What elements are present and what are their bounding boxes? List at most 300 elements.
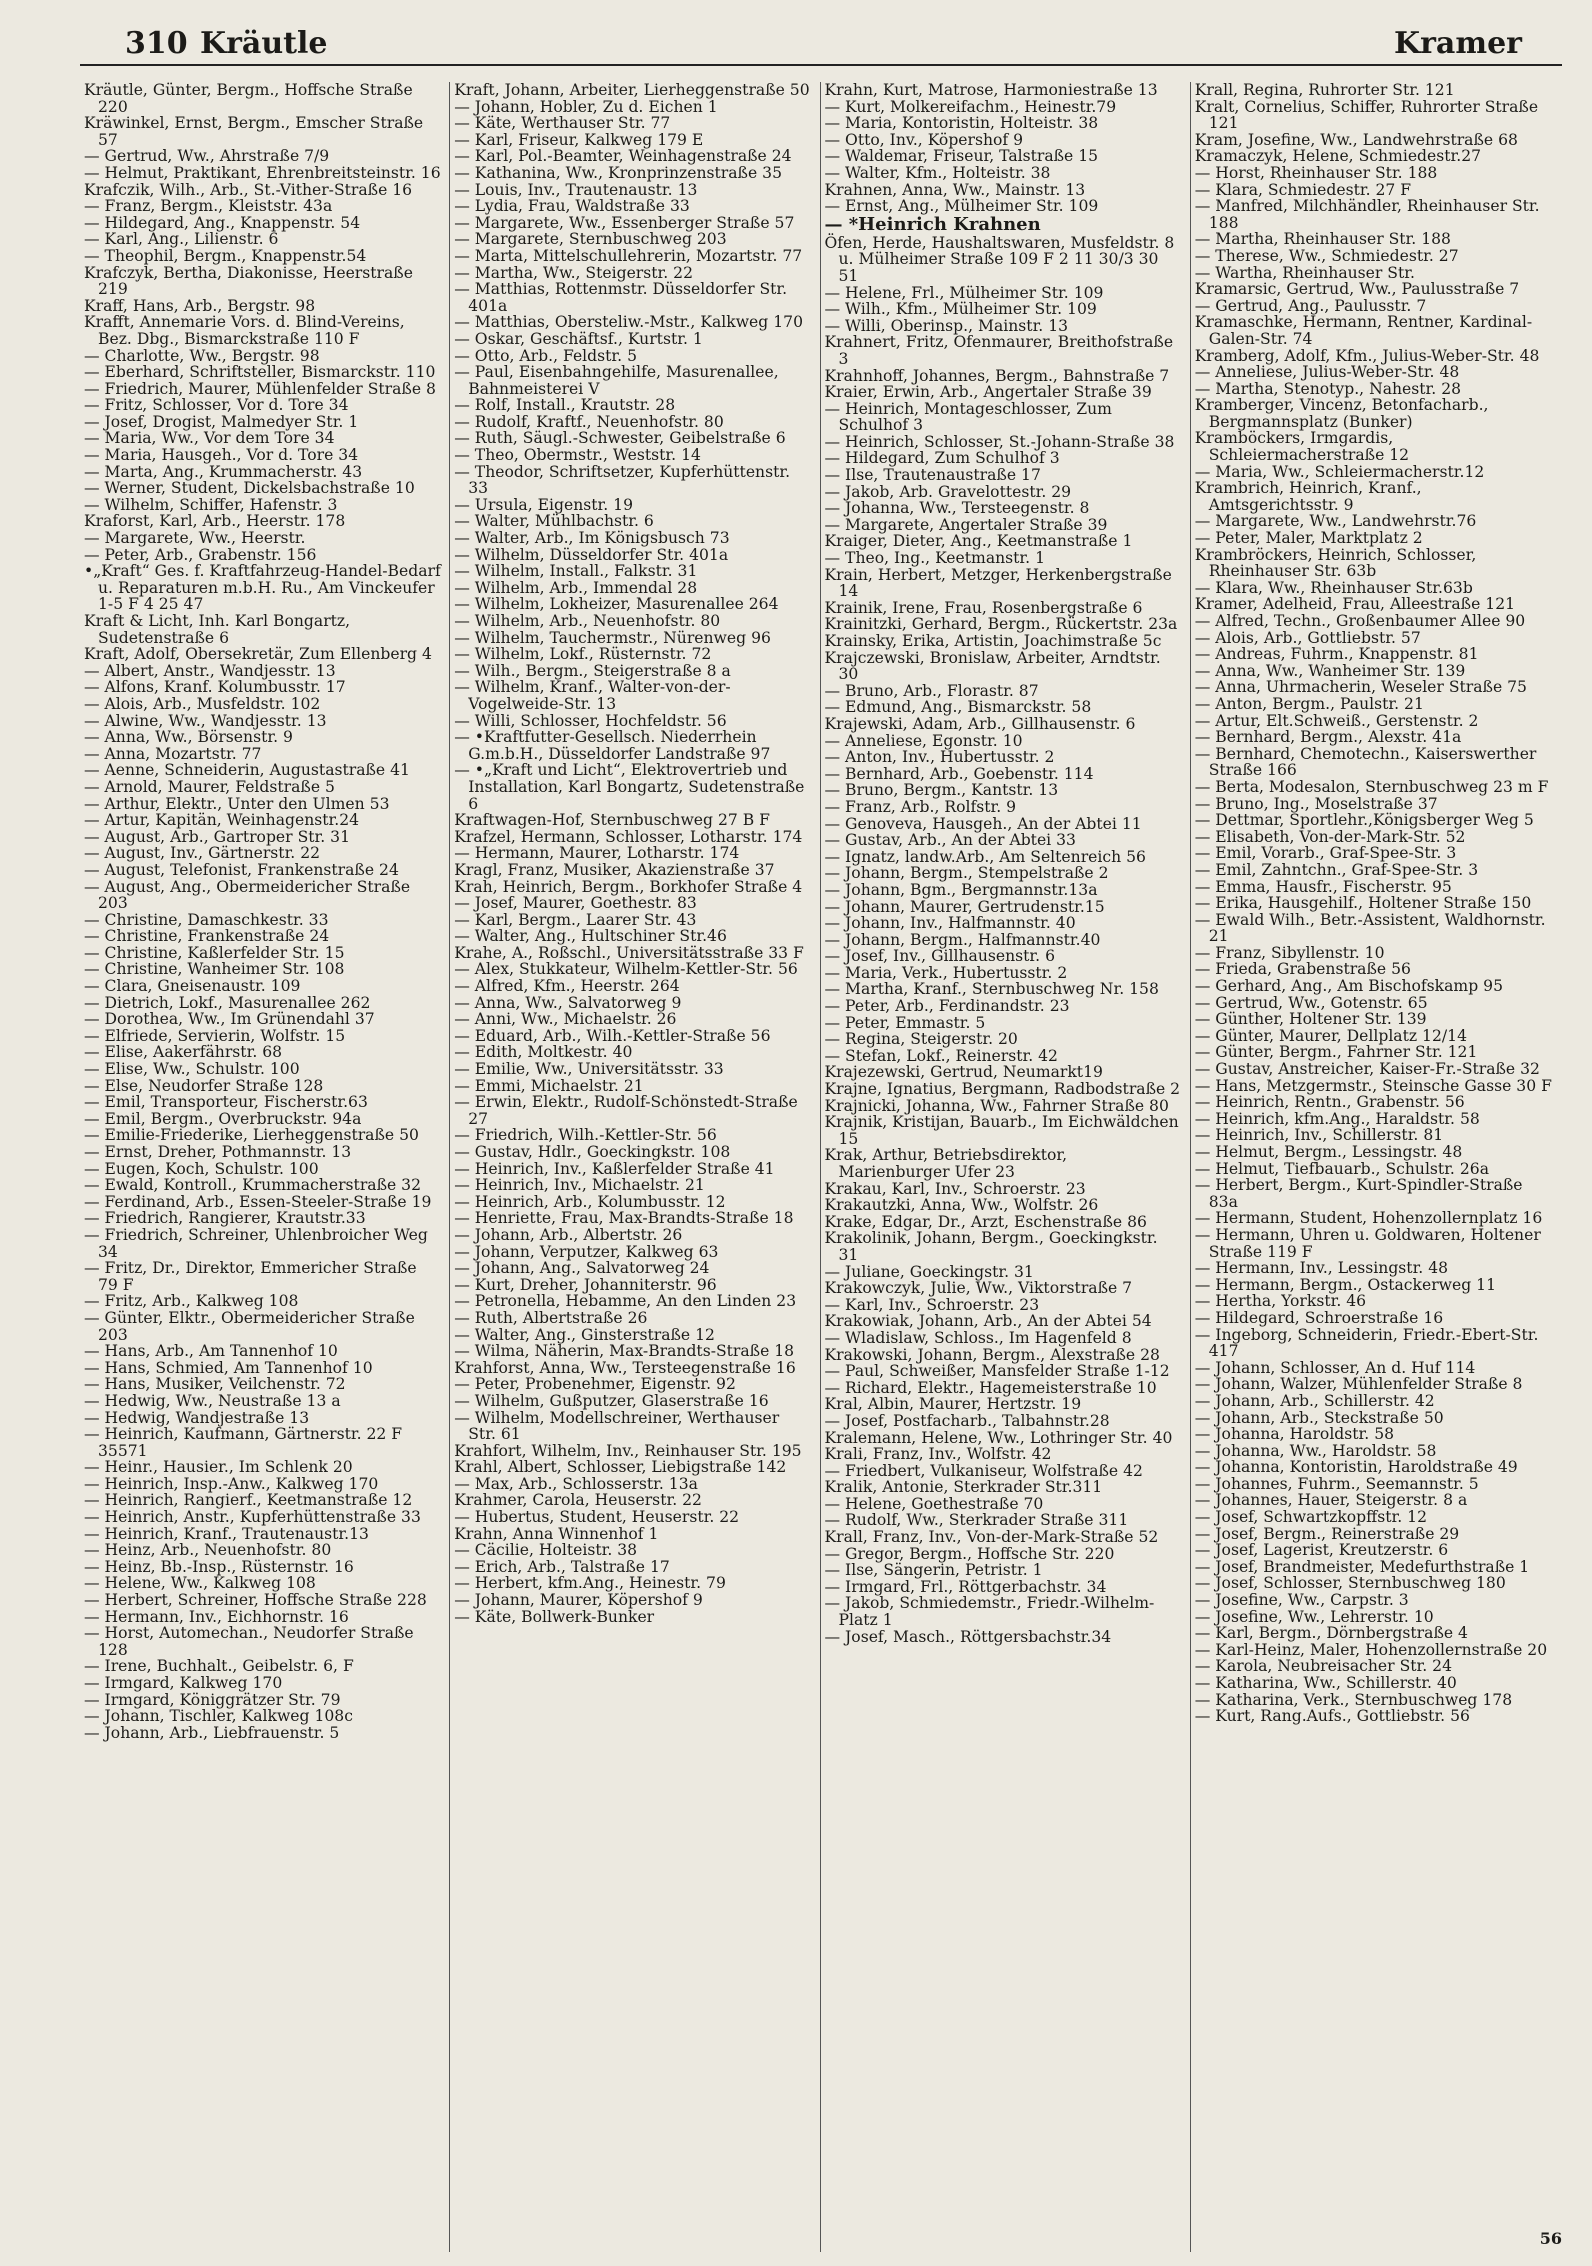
directory-column-1 <box>80 82 450 2252</box>
directory-entry: — Matthias, Obersteliw.-Mstr., Kalkweg 170 <box>454 313 803 332</box>
directory-entry: Krambrich, Heinrich, Kranf., Amtsgerichtsstr. 9 <box>1194 479 1422 514</box>
directory-entry: Kraforst, Karl, Arb., Heerstr. 178 <box>84 512 346 531</box>
directory-entry: — Wilma, Näherin, Max-Brandts-Straße 18 <box>454 1342 795 1361</box>
directory-entry: — Anna, Ww., Börsenstr. 9 <box>84 728 293 747</box>
directory-entry: — Gustav, Arb., An der Abtei 33 <box>824 831 1076 850</box>
directory-entry: — Josef, Bergm., Reinerstraße 29 <box>1194 1524 1460 1543</box>
directory-entry: Kramarsic, Gertrud, Ww., Paulusstraße 7 <box>1194 280 1520 299</box>
directory-entry: — Ernst, Dreher, Pothmannstr. 13 <box>84 1143 352 1161</box>
directory-entry: — Wilhelm, Arb., Immendal 28 <box>454 578 698 597</box>
directory-entry: — Friedrich, Rangierer, Krautstr.33 <box>84 1209 366 1228</box>
directory-entry: — Johann, Bgm., Bergmannstr.13a <box>824 880 1098 899</box>
directory-entry: — Wilhelm, Gußputzer, Glaserstraße 16 <box>454 1391 769 1410</box>
directory-entry: Krajewski, Adam, Arb., Gillhausenstr. 6 <box>824 714 1136 733</box>
directory-entry: — Elfriede, Servierin, Wolfstr. 15 <box>84 1026 346 1045</box>
directory-entry: — Hans, Musiker, Veilchenstr. 72 <box>84 1375 346 1394</box>
directory-entry: — Martha, Stenotyp., Nahestr. 28 <box>1194 379 1462 398</box>
directory-entry: — Heinrich, Kranf., Trautenaustr.13 <box>84 1524 369 1543</box>
directory-entry: — Lydia, Frau, Waldstraße 33 <box>454 197 690 216</box>
directory-entry: — Edmund, Ang., Bismarckstr. 58 <box>824 698 1092 717</box>
directory-entry: — Johann, Hobler, Zu d. Eichen 1 <box>454 97 718 116</box>
directory-entry: — Peter, Arb., Ferdinandstr. 23 <box>824 997 1070 1016</box>
directory-entry: — Emma, Hausfr., Fischerstr. 95 <box>1194 877 1452 896</box>
directory-entry: — Peter, Maler, Marktplatz 2 <box>1194 529 1423 548</box>
directory-entry: Krahn, Kurt, Matrose, Harmoniestraße 13 <box>824 82 1158 99</box>
directory-entry: Krak, Arthur, Betriebsdirektor, Marienburger Ufer 23 <box>824 1146 1068 1181</box>
directory-entry: — Karl, Ang., Lilienstr. 6 <box>84 230 279 249</box>
directory-entry: — Jakob, Arb. Gravelottestr. 29 <box>824 482 1072 501</box>
directory-entry: — Erwin, Elektr., Rudolf-Schönstedt-Straße 27 <box>454 1093 798 1128</box>
directory-entry: Krall, Regina, Ruhrorter Str. 121 <box>1194 82 1455 99</box>
directory-entry: — Arthur, Elektr., Unter den Ulmen 53 <box>84 794 390 813</box>
directory-entry: — Johann, Walzer, Mühlenfelder Straße 8 <box>1194 1375 1523 1394</box>
directory-entry: Kraft, Adolf, Obersekretär, Zum Ellenberg 4 <box>84 645 432 664</box>
directory-entry: Krafft, Annemarie Vors. d. Blind-Vereins, Bez. Dbg., Bismarckstraße 110 F <box>84 313 405 348</box>
directory-entry: — Käte, Werthauser Str. 77 <box>454 114 671 133</box>
directory-entry: — Wartha, Rheinhauser Str. <box>1194 263 1415 282</box>
directory-entry: — Wilhelm, Install., Falkstr. 31 <box>454 562 698 581</box>
directory-entry: — Theodor, Schriftsetzer, Kupferhüttenstr. 33 <box>454 462 791 498</box>
directory-entry: — Maria, Kontoristin, Holteistr. 38 <box>824 114 1099 133</box>
directory-entry: — Karl, Friseur, Kalkweg 179 E <box>454 130 704 149</box>
directory-entry: Krakolinik, Johann, Bergm., Goeckingkstr. 31 <box>824 1229 1158 1264</box>
directory-entry: — Irmgard, Königgrätzer Str. 79 <box>84 1690 341 1709</box>
directory-entry: — Hermann, Inv., Eichhornstr. 16 <box>84 1607 349 1626</box>
directory-entry: — Josef, Drogist, Malmedyer Str. 1 <box>84 412 359 431</box>
directory-entry: — Arnold, Maurer, Feldstraße 5 <box>84 777 335 796</box>
directory-entry: — Hubertus, Student, Heuserstr. 22 <box>454 1508 740 1527</box>
directory-entry: Krainik, Irene, Frau, Rosenbergstraße 6 <box>824 598 1143 617</box>
directory-entry: — Johann, Arb., Steckstraße 50 <box>1194 1408 1444 1427</box>
directory-entry: — Helmut, Bergm., Lessingstr. 48 <box>1194 1143 1463 1161</box>
directory-entry: — Christine, Kaßlerfelder Str. 15 <box>84 943 345 962</box>
directory-entry: Krainitzki, Gerhard, Bergm., Rückertstr. 23a <box>824 615 1178 634</box>
directory-entry: — Heinrich, Rentn., Grabenstr. 56 <box>1194 1093 1465 1112</box>
directory-entry: — Ruth, Albertstraße 26 <box>454 1308 648 1327</box>
directory-entry: Kramaschke, Hermann, Rentner, Kardinal-Galen-Str. 74 <box>1194 313 1533 348</box>
directory-entry: — Theo, Obermstr., Weststr. 14 <box>454 446 701 465</box>
directory-entry: — Herbert, Bergm., Kurt-Spindler-Straße 83a <box>1194 1176 1523 1211</box>
directory-entry: — Wilhelm, Tauchermstr., Nürenweg 96 <box>454 628 771 647</box>
directory-entry: Kramer, Adelheid, Frau, Alleestraße 121 <box>1194 595 1516 614</box>
directory-entry: Kraft & Licht, Inh. Karl Bongartz, Sudetenstraße 6 <box>84 612 351 647</box>
directory-entry: Kraft, Johann, Arbeiter, Lierheggenstraße 50 <box>454 82 810 99</box>
header-keyword-left: Kräutle <box>200 26 328 61</box>
directory-entry: — Anna, Uhrmacherin, Weseler Straße 75 <box>1194 678 1527 697</box>
directory-entry: — Ilse, Sängerin, Petristr. 1 <box>824 1561 1043 1580</box>
directory-entry: — Helene, Ww., Kalkweg 108 <box>84 1574 316 1593</box>
directory-entry: — Franz, Bergm., Kleiststr. 43a <box>84 197 333 216</box>
directory-entry: — Marta, Mittelschullehrerin, Mozartstr. 77 <box>454 246 803 265</box>
directory-entry: Kramböckers, Irmgardis, Schleiermacherstraße 12 <box>1194 429 1410 465</box>
directory-entry: — Maria, Ww., Vor dem Tore 34 <box>84 429 335 448</box>
directory-entry: — Franz, Sibyllenstr. 10 <box>1194 943 1385 962</box>
directory-entry: — Peter, Emmastr. 5 <box>824 1013 986 1032</box>
directory-entry: — Max, Arb., Schlosserstr. 13a <box>454 1474 698 1493</box>
directory-entry: — Oskar, Geschäftsf., Kurtstr. 1 <box>454 329 703 348</box>
directory-entry: — Heinrich, Kaufmann, Gärtnerstr. 22 F 35571 <box>84 1425 403 1460</box>
directory-entry: Krahmer, Carola, Heuserstr. 22 <box>454 1491 702 1510</box>
directory-entry: — Irmgard, Kalkweg 170 <box>84 1674 283 1692</box>
directory-entry: — Heinrich, Anstr., Kupferhüttenstraße 33 <box>84 1508 421 1527</box>
directory-column-2 <box>450 82 820 2252</box>
directory-entry: — Dettmar, Sportlehr.,Königsberger Weg 5 <box>1194 811 1534 830</box>
directory-entry: — Erika, Hausgehilf., Holtener Straße 150 <box>1194 894 1532 913</box>
directory-entry: — Christine, Wanheimer Str. 108 <box>84 960 345 979</box>
directory-entry: — Alex, Stukkateur, Wilhelm-Kettler-Str. 56 <box>454 960 798 979</box>
directory-entry: Krafzel, Hermann, Schlosser, Lotharstr. 174 <box>454 827 803 846</box>
directory-entry: — Hermann, Student, Hohenzollernplatz 16 <box>1194 1209 1543 1228</box>
directory-entry: — Bernhard, Arb., Goebenstr. 114 <box>824 764 1094 783</box>
directory-entry: Kralemann, Helene, Ww., Lothringer Str. 40 <box>824 1428 1173 1447</box>
directory-entry: — Josef, Lagerist, Kreutzerstr. 6 <box>1194 1541 1449 1560</box>
directory-entry: — Wilhelm, Schiffer, Hafenstr. 3 <box>84 495 338 514</box>
directory-entry: — Else, Neudorfer Straße 128 <box>84 1076 324 1095</box>
directory-entry: — Peter, Arb., Grabenstr. 156 <box>84 545 317 564</box>
directory-entry: — Jakob, Schmiedemstr., Friedr.-Wilhelm-Platz 1 <box>824 1594 1155 1630</box>
directory-entry: — Matthias, Rottenmstr. Düsseldorfer Str. 401a <box>454 280 788 315</box>
directory-entry: — Martha, Kranf., Sternbuschweg Nr. 158 <box>824 980 1159 999</box>
directory-entry: — Bernhard, Chemotechn., Kaiserswerther Straße 166 <box>1194 744 1537 780</box>
directory-entry: — Bruno, Ing., Moselstraße 37 <box>1194 794 1438 813</box>
directory-entry: — Josef, Brandmeister, Medefurthstraße 1 <box>1194 1557 1530 1576</box>
directory-entry: — Johann, Arb., Albertstr. 26 <box>454 1225 683 1244</box>
directory-entry: — Bruno, Bergm., Kantstr. 13 <box>824 781 1059 800</box>
directory-entry: — Eberhard, Schriftsteller, Bismarckstr. 110 <box>84 363 436 382</box>
directory-entry: — Rolf, Install., Krautstr. 28 <box>454 396 676 415</box>
directory-entry: — Heinz, Arb., Neuenhofstr. 80 <box>84 1541 332 1560</box>
directory-entry: — Alwine, Ww., Wandjesstr. 13 <box>84 711 327 730</box>
directory-entry: — August, Arb., Gartroper Str. 31 <box>84 827 351 846</box>
directory-entry: — Ferdinand, Arb., Essen-Steeler-Straße 19 <box>84 1192 432 1211</box>
directory-entry: Kräutle, Günter, Bergm., Hoffsche Straße 220 <box>84 82 413 116</box>
directory-entry: — Berta, Modesalon, Sternbuschweg 23 m F <box>1194 777 1549 796</box>
directory-entry: — Helmut, Tiefbauarb., Schulstr. 26a <box>1194 1159 1489 1178</box>
directory-entry: — Ruth, Säugl.-Schwester, Geibelstraße 6 <box>454 429 786 448</box>
directory-entry: — Wilhelm, Modellschreiner, Werthauser Str. 61 <box>454 1408 780 1444</box>
directory-entry: — Stefan, Lokf., Reinerstr. 42 <box>824 1046 1058 1065</box>
directory-entry: — Heinrich, Inv., Kaßlerfelder Straße 41 <box>454 1159 775 1178</box>
directory-entry: — Friedrich, Maurer, Mühlenfelder Straße 8 <box>84 379 436 398</box>
directory-entry: — Herbert, Schreiner, Hoffsche Straße 228 <box>84 1591 427 1610</box>
directory-entry: — Ingeborg, Schneiderin, Friedr.-Ebert-Str. 417 <box>1194 1325 1539 1361</box>
directory-entry: — Otto, Arb., Feldstr. 5 <box>454 346 637 365</box>
directory-entry: — Rudolf, Ww., Sterkrader Straße 311 <box>824 1511 1129 1530</box>
directory-entry: Kraiger, Dieter, Ang., Keetmanstraße 1 <box>824 532 1133 551</box>
directory-entry: — Johann, Maurer, Köpershof 9 <box>454 1591 703 1610</box>
directory-entry: Krakowczyk, Julie, Ww., Viktorstraße 7 <box>824 1279 1133 1298</box>
directory-entry: — Gregor, Bergm., Hoffsche Str. 220 <box>824 1544 1115 1563</box>
directory-entry: — Alfred, Techn., Großenbaumer Allee 90 <box>1194 612 1526 630</box>
directory-entry: — Emil, Vorarb., Graf-Spee-Str. 3 <box>1194 844 1457 863</box>
directory-entry: — Willi, Oberinsp., Mainstr. 13 <box>824 316 1069 335</box>
directory-entry: — Johann, Tischler, Kalkweg 108c <box>84 1707 353 1726</box>
directory-entry: — Bruno, Arb., Florastr. 87 <box>824 681 1039 700</box>
directory-entry: — Gertrud, Ww., Gotenstr. 65 <box>1194 993 1428 1012</box>
directory-entry: — Fritz, Arb., Kalkweg 108 <box>84 1292 299 1311</box>
directory-entry: — August, Ang., Obermeidericher Straße 203 <box>84 877 411 913</box>
directory-entry: — Dietrich, Lokf., Masurenallee 262 <box>84 993 371 1012</box>
directory-entry: — Frieda, Grabenstraße 56 <box>1194 960 1411 979</box>
directory-entry: — Johann, Arb., Schillerstr. 42 <box>1194 1391 1435 1410</box>
page-corner-mark: 56 <box>1539 2229 1562 2248</box>
directory-entry: Kralik, Antonie, Sterkrader Str.311 <box>824 1478 1103 1497</box>
directory-entry: — Gertrud, Ang., Paulusstr. 7 <box>1194 296 1427 315</box>
directory-entry: — Klara, Ww., Rheinhauser Str.63b <box>1194 578 1473 597</box>
directory-entry: — Aenne, Schneiderin, Augustastraße 41 <box>84 761 410 780</box>
directory-entry: — Martha, Rheinhauser Str. 188 <box>1194 230 1451 249</box>
directory-entry: — Walter, Mühlbachstr. 6 <box>454 512 654 531</box>
directory-entry: — Hildegard, Ang., Knappenstr. 54 <box>84 213 361 232</box>
directory-entry: Öfen, Herde, Haushaltswaren, Musfeldstr. 8 u. Mülheimer Straße 109 F 2 11 30/3 30 51 <box>824 233 1175 285</box>
directory-entry: — Heinrich, Montageschlosser, Zum Schulhof 3 <box>824 399 1112 435</box>
header-keyword-right: Kramer <box>1394 26 1522 61</box>
directory-entry: — Horst, Rheinhauser Str. 188 <box>1194 163 1438 182</box>
directory-entry: — Helmut, Praktikant, Ehrenbreitsteinstr. 16 <box>84 163 441 182</box>
directory-entry: — Andreas, Fuhrm., Knappenstr. 81 <box>1194 645 1479 664</box>
directory-entry: Krain, Herbert, Metzger, Herkenbergstraße 14 <box>824 565 1172 601</box>
directory-entry: — Fritz, Schlosser, Vor d. Tore 34 <box>84 396 349 415</box>
directory-entry: — Heinrich, Insp.-Anw., Kalkweg 170 <box>84 1474 379 1493</box>
directory-entry: — Heinz, Bb.-Insp., Rüsternstr. 16 <box>84 1557 354 1576</box>
directory-entry: — •Kraftfutter-Gesellsch. Niederrhein G.m.b.H., Düsseldorfer Landstraße 97 <box>454 728 771 763</box>
directory-entry: Kramaczyk, Helene, Schmiedestr.27 <box>1194 147 1482 166</box>
directory-entry: — Emil, Zahntchn., Graf-Spee-Str. 3 <box>1194 860 1479 879</box>
directory-entry: — Emil, Transporteur, Fischerstr.63 <box>84 1093 368 1112</box>
directory-entry: — Johann, Ang., Salvatorweg 24 <box>454 1259 710 1278</box>
directory-entry: — Anna, Ww., Salvatorweg 9 <box>454 993 682 1012</box>
directory-entry: — Henriette, Frau, Max-Brandts-Straße 18 <box>454 1209 794 1228</box>
directory-entry: — Günter, Bergm., Fahrner Str. 121 <box>1194 1043 1478 1062</box>
directory-entry: — Maria, Ww., Schleiermacherstr.12 <box>1194 462 1485 481</box>
directory-entry: Kramberg, Adolf, Kfm., Julius-Weber-Str. 48 <box>1194 346 1540 365</box>
running-header <box>80 24 1562 66</box>
directory-entry: — Elise, Aakerfährstr. 68 <box>84 1043 283 1062</box>
directory-entry: — Anna, Ww., Wanheimer Str. 139 <box>1194 661 1466 680</box>
directory-entry: — Waldemar, Friseur, Talstraße 15 <box>824 147 1099 166</box>
directory-entry: Krahn, Anna Winnenhof 1 <box>454 1524 659 1543</box>
directory-entry: — Friedrich, Schreiner, Uhlenbroicher Weg 34 <box>84 1225 428 1261</box>
directory-entry: Krakau, Karl, Inv., Schroerstr. 23 <box>824 1179 1086 1198</box>
directory-entry: Kram, Josefine, Ww., Landwehrstraße 68 <box>1194 130 1518 149</box>
directory-entry: — Johann, Inv., Halfmannstr. 40 <box>824 914 1076 933</box>
directory-entry: — Hans, Metzgermstr., Steinsche Gasse 30 F <box>1194 1076 1552 1095</box>
directory-entry: — Karl-Heinz, Maler, Hohenzollernstraße 20 <box>1194 1640 1548 1659</box>
directory-entry: Krahnhoff, Johannes, Bergm., Bahnstraße 7 <box>824 366 1170 385</box>
directory-entry: — Karola, Neubreisacher Str. 24 <box>1194 1657 1453 1676</box>
directory-entry: — Karl, Pol.-Beamter, Weinhagenstraße 24 <box>454 147 792 166</box>
directory-entry: Krahnert, Fritz, Ofenmaurer, Breithofstraße 3 <box>824 333 1174 368</box>
directory-entry: — Louis, Inv., Trautenaustr. 13 <box>454 180 698 199</box>
directory-entry: — Heinrich, Inv., Michaelstr. 21 <box>454 1176 705 1195</box>
directory-entry: — Johannes, Fuhrm., Seemannstr. 5 <box>1194 1474 1479 1493</box>
directory-entry: — Peter, Probenehmer, Eigenstr. 92 <box>454 1375 736 1394</box>
directory-entry: — Kurt, Molkereifachm., Heinestr.79 <box>824 97 1117 116</box>
directory-entry: — Johann, Maurer, Gertrudenstr.15 <box>824 897 1105 916</box>
directory-entry: — Wilhelm, Lokf., Rüsternstr. 72 <box>454 645 712 664</box>
directory-entry: — Anton, Bergm., Paulstr. 21 <box>1194 694 1424 713</box>
directory-entry: Krakowiak, Johann, Arb., An der Abtei 54 <box>824 1312 1152 1331</box>
directory-entry: — Charlotte, Ww., Bergstr. 98 <box>84 346 320 365</box>
directory-entry: Krajezewski, Gertrud, Neumarkt19 <box>824 1063 1103 1082</box>
directory-entry: — Karl, Bergm., Dörnbergstraße 4 <box>1194 1624 1468 1643</box>
directory-entry: Krajnik, Kristijan, Bauarb., Im Eichwäldchen 15 <box>824 1113 1179 1148</box>
directory-entry: — Emilie-Friederike, Lierheggenstraße 50 <box>84 1126 419 1145</box>
directory-entry: Krajczewski, Bronislaw, Arbeiter, Arndtstr. 30 <box>824 648 1161 684</box>
directory-entry: — Hermann, Inv., Lessingstr. 48 <box>1194 1259 1449 1278</box>
directory-entry: — Hans, Schmied, Am Tannenhof 10 <box>84 1358 373 1377</box>
directory-entry: — Heinrich, Schlosser, St.-Johann-Straße 38 <box>824 432 1175 451</box>
directory-entry: Kragl, Franz, Musiker, Akazienstraße 37 <box>454 860 775 879</box>
directory-entry: — Margarete, Sternbuschweg 203 <box>454 230 727 249</box>
directory-entry: — Herbert, kfm.Ang., Heinestr. 79 <box>454 1574 726 1593</box>
directory-entry: Krajnicki, Johanna, Ww., Fahrner Straße 80 <box>824 1096 1169 1115</box>
directory-entry: — Josef, Postfacharb., Talbahnstr.28 <box>824 1411 1110 1430</box>
directory-entry: — Walter, Arb., Im Königsbusch 73 <box>454 529 730 548</box>
directory-entry: — Rudolf, Kraftf., Neuenhofstr. 80 <box>454 412 724 431</box>
directory-entry: Krafczyk, Bertha, Diakonisse, Heerstraße 219 <box>84 263 413 299</box>
directory-column-4 <box>1191 82 1560 2252</box>
directory-entry: — Wilhelm, Düsseldorfer Str. 401a <box>454 545 729 564</box>
directory-entry: — Theophil, Bergm., Knappenstr.54 <box>84 246 367 265</box>
directory-entry: — Otto, Inv., Köpershof 9 <box>824 130 1024 149</box>
directory-entry: — Kurt, Dreher, Johanniterstr. 96 <box>454 1275 717 1294</box>
directory-entry: — Ernst, Ang., Mülheimer Str. 109 <box>824 197 1099 216</box>
directory-entry: Krakowski, Johann, Bergm., Alexstraße 28 <box>824 1345 1160 1364</box>
directory-entry: — Wladislaw, Schloss., Im Hagenfeld 8 <box>824 1328 1132 1347</box>
directory-entry: Krahnen, Anna, Ww., Mainstr. 13 <box>824 180 1086 199</box>
directory-entry: — Petronella, Hebamme, An den Linden 23 <box>454 1292 797 1311</box>
directory-entry: — Josef, Maurer, Goethestr. 83 <box>454 894 697 913</box>
directory-entry: — Johanna, Haroldstr. 58 <box>1194 1425 1395 1444</box>
directory-entry: Kral, Albin, Maurer, Hertzstr. 19 <box>824 1395 1082 1414</box>
directory-entry: — Johanna, Ww., Tersteegenstr. 8 <box>824 499 1090 518</box>
directory-entry: Krahe, A., Roßschl., Universitätsstraße 33 F <box>454 943 804 962</box>
directory-entry: — Christine, Damaschkestr. 33 <box>84 910 329 929</box>
directory-entry: Krafczik, Wilh., Arb., St.-Vither-Straße 16 <box>84 180 413 199</box>
directory-entry: — Josefine, Ww., Lehrerstr. 10 <box>1194 1607 1434 1626</box>
directory-entry: — Katharina, Verk., Sternbuschweg 178 <box>1194 1690 1513 1709</box>
directory-entry: Krajne, Ignatius, Bergmann, Radbodstraße 2 <box>824 1080 1181 1099</box>
directory-entry: — Heinrich, Rangierf., Keetmanstraße 12 <box>84 1491 413 1510</box>
directory-column-3 <box>821 82 1191 2252</box>
directory-entry: Krakautzki, Anna, Ww., Wolfstr. 26 <box>824 1196 1099 1215</box>
directory-entry: Krahforst, Anna, Ww., Tersteegenstraße 16 <box>454 1358 796 1377</box>
directory-entry: — Irene, Buchhalt., Geibelstr. 6, F <box>84 1657 354 1676</box>
directory-entry: — Alfred, Kfm., Heerstr. 264 <box>454 977 680 996</box>
directory-entry: — Ewald, Kontroll., Krummacherstraße 32 <box>84 1176 422 1195</box>
directory-entry: — Edith, Moltkestr. 40 <box>454 1043 633 1062</box>
directory-entry: — Erich, Arb., Talstraße 17 <box>454 1557 670 1576</box>
directory-entry: Krah, Heinrich, Bergm., Borkhofer Straße 4 <box>454 877 803 896</box>
directory-entry: — Manfred, Milchhändler, Rheinhauser Str. 188 <box>1194 197 1540 232</box>
directory-entry: — Margarete, Ww., Heerstr. <box>84 529 306 548</box>
directory-entry: — Josefine, Ww., Carpstr. 3 <box>1194 1591 1409 1610</box>
directory-entry: — Friedbert, Vulkaniseur, Wolfstraße 42 <box>824 1461 1143 1480</box>
directory-entry: — Karl, Inv., Schroerstr. 23 <box>824 1295 1040 1314</box>
directory-entry: — •„Kraft und Licht“, Elektrovertrieb und Installation, Karl Bongartz, Sudetenstraße 6 <box>454 761 805 813</box>
directory-entry: — Heinrich, Inv., Schillerstr. 81 <box>1194 1126 1444 1145</box>
directory-entry: — Emil, Bergm., Overbruckstr. 94a <box>84 1109 362 1128</box>
directory-entry: — Artur, Elt.Schweiß., Gerstenstr. 2 <box>1194 711 1479 730</box>
directory-entry: — Hertha, Yorkstr. 46 <box>1194 1292 1367 1311</box>
directory-entry: — Gertrud, Ww., Ahrstraße 7/9 <box>84 147 330 166</box>
directory-entry: — Günther, Holtener Str. 139 <box>1194 1010 1427 1029</box>
directory-entry: — Hildegard, Schroerstraße 16 <box>1194 1308 1444 1327</box>
directory-entry: — Johanna, Ww., Haroldstr. 58 <box>1194 1441 1437 1460</box>
directory-entry: — Maria, Verk., Hubertusstr. 2 <box>824 963 1068 982</box>
directory-entry: — Anneliese, Julius-Weber-Str. 48 <box>1194 363 1460 382</box>
directory-entry: — Johann, Bergm., Stempelstraße 2 <box>824 864 1109 883</box>
directory-entry: — Fritz, Dr., Direktor, Emmericher Straße 79 F <box>84 1259 417 1294</box>
directory-entry: Kralt, Cornelius, Schiffer, Ruhrorter Straße 121 <box>1194 97 1539 133</box>
directory-entry: — Karl, Bergm., Laarer Str. 43 <box>454 910 697 929</box>
directory-entry: — Helene, Frl., Mülheimer Str. 109 <box>824 283 1104 302</box>
directory-entry: — Hermann, Bergm., Ostackerweg 11 <box>1194 1275 1497 1294</box>
directory-entry: — Gerhard, Ang., Am Bischofskamp 95 <box>1194 977 1503 996</box>
directory-entry: Kraier, Erwin, Arb., Angertaler Straße 39 <box>824 383 1152 402</box>
directory-entry: — Heinr., Hausier., Im Schlenk 20 <box>84 1458 353 1477</box>
directory-entry: — Willi, Schlosser, Hochfeldstr. 56 <box>454 711 727 730</box>
directory-entry: — Ursula, Eigenstr. 19 <box>454 495 634 514</box>
directory-entry: Krahfort, Wilhelm, Inv., Reinhauser Str. 195 <box>454 1441 802 1460</box>
directory-entry: — Wilhelm, Lokheizer, Masurenallee 264 <box>454 595 779 614</box>
directory-entry: — Elise, Ww., Schulstr. 100 <box>84 1060 300 1079</box>
directory-entry: — Anneliese, Egonstr. 10 <box>824 731 1023 750</box>
directory-entry: — Johann, Bergm., Halfmannstr.40 <box>824 930 1101 949</box>
directory-entry: — Wilhelm, Kranf., Walter-von-der-Vogelweide-Str. 13 <box>454 678 731 713</box>
directory-entry: — Richard, Elektr., Hagemeisterstraße 10 <box>824 1378 1157 1397</box>
directory-entry: — Alfons, Kranf. Kolumbusstr. 17 <box>84 678 346 697</box>
directory-entry: — Heinrich, kfm.Ang., Haraldstr. 58 <box>1194 1109 1480 1128</box>
directory-entry: — Gustav, Hdlr., Goeckingkstr. 108 <box>454 1143 731 1161</box>
directory-entry: Krahl, Albert, Schlosser, Liebigstraße 142 <box>454 1458 787 1477</box>
directory-entry: — Hermann, Maurer, Lotharstr. 174 <box>454 844 740 863</box>
directory-entry: — Regina, Steigerstr. 20 <box>824 1030 1018 1049</box>
directory-columns <box>80 82 1560 2252</box>
directory-entry: — Wilhelm, Arb., Neuenhofstr. 80 <box>454 612 721 630</box>
directory-entry: Kraftwagen-Hof, Sternbuschweg 27 B F <box>454 811 771 830</box>
directory-entry: •„Kraft“ Ges. f. Kraftfahrzeug-Handel-Bedarf u. Reparaturen m.b.H. Ru., Am Vinckeufer 1-5 F 4 25 47 <box>84 562 441 614</box>
directory-entry: — Eduard, Arb., Wilh.-Kettler-Straße 56 <box>454 1026 771 1045</box>
directory-entry: — Irmgard, Frl., Röttgerbachstr. 34 <box>824 1577 1107 1596</box>
directory-entry: — Johann, Arb., Liebfrauenstr. 5 <box>84 1723 340 1742</box>
directory-entry: — Genoveva, Hausgeh., An der Abtei 11 <box>824 814 1142 833</box>
directory-entry: — Marta, Ang., Krummacherstr. 43 <box>84 462 363 481</box>
directory-entry: — Klara, Schmiedestr. 27 F <box>1194 180 1412 199</box>
directory-entry: — Emmi, Michaelstr. 21 <box>454 1076 644 1095</box>
directory-entry: — Cäcilie, Holteistr. 38 <box>454 1541 638 1560</box>
directory-entry: — Paul, Eisenbahngehilfe, Masurenallee, Bahnmeisterei V <box>454 363 779 398</box>
directory-entry: — Werner, Student, Dickelsbachstraße 10 <box>84 479 415 498</box>
directory-entry: — Hildegard, Zum Schulhof 3 <box>824 449 1060 468</box>
directory-entry: — Hedwig, Wandjestraße 13 <box>84 1408 310 1427</box>
directory-entry: — Dorothea, Ww., Im Grünendahl 37 <box>84 1010 375 1029</box>
directory-entry: — Johanna, Kontoristin, Haroldstraße 49 <box>1194 1458 1518 1477</box>
directory-entry: — Paul, Schweißer, Mansfelder Straße 1-12 <box>824 1362 1170 1381</box>
directory-entry: — Anni, Ww., Michaelstr. 26 <box>454 1010 677 1029</box>
directory-entry: — Günter, Elktr., Obermeidericher Straße 203 <box>84 1308 415 1344</box>
directory-entry: — Martha, Ww., Steigerstr. 22 <box>454 263 694 282</box>
directory-entry: Kräwinkel, Ernst, Bergm., Emscher Straße 57 <box>84 114 424 149</box>
directory-entry: — Juliane, Goeckingstr. 31 <box>824 1262 1034 1281</box>
directory-entry: — Maria, Hausgeh., Vor d. Tore 34 <box>84 446 359 465</box>
directory-entry: — Theo, Ing., Keetmanstr. 1 <box>824 549 1046 568</box>
directory-entry: — Albert, Anstr., Wandjesstr. 13 <box>84 661 336 680</box>
directory-entry: — Käte, Bollwerk-Bunker <box>454 1607 655 1626</box>
directory-entry: — Christine, Frankenstraße 24 <box>84 927 330 946</box>
directory-entry: — Josef, Schwartzkopffstr. 12 <box>1194 1508 1428 1527</box>
